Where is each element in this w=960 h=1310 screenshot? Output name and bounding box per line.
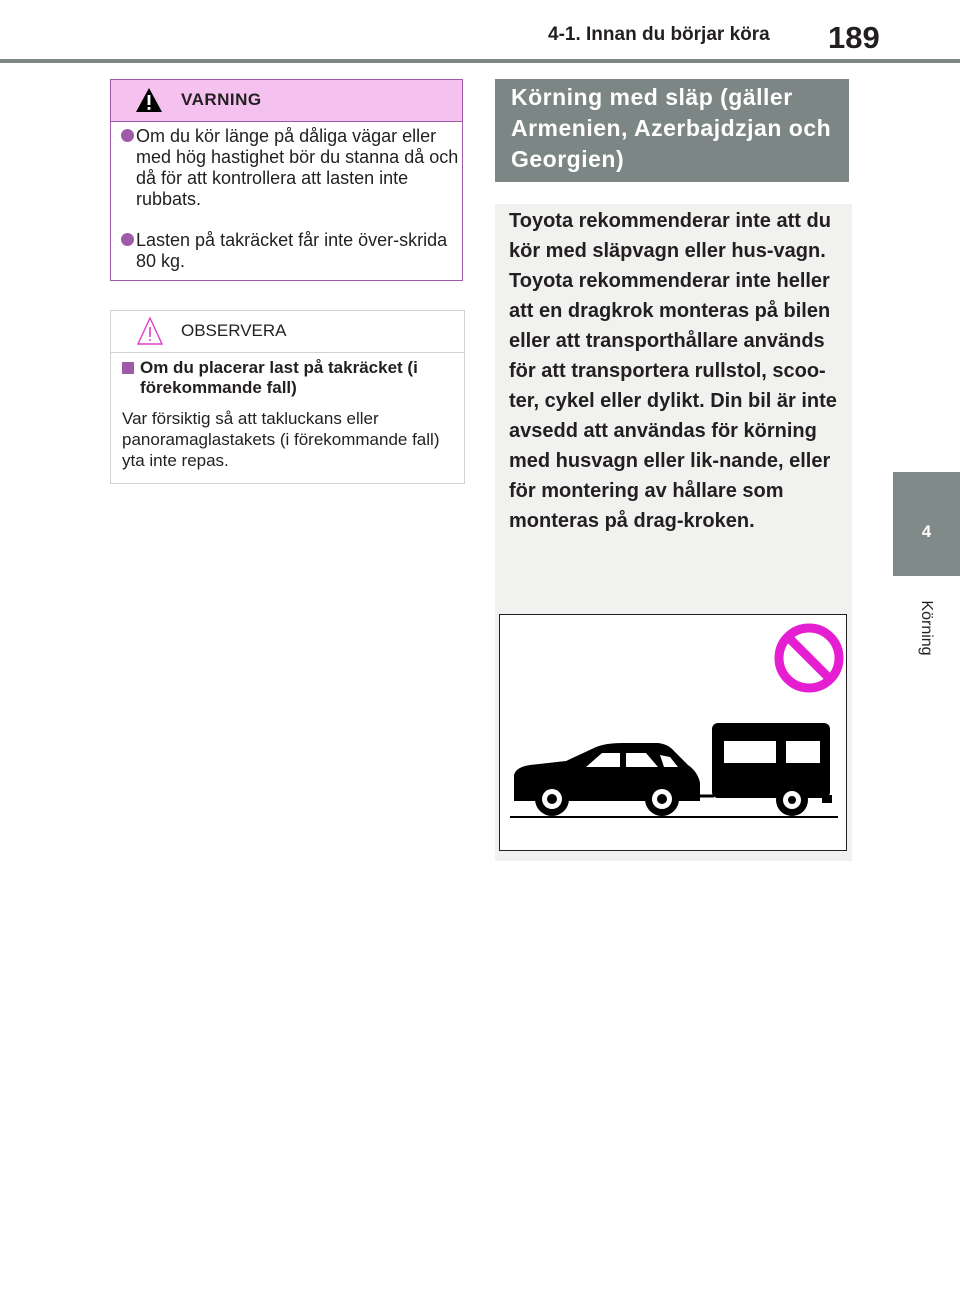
chapter-tab-number: 4 — [921, 522, 932, 541]
warning-item-text: Om du kör länge på dåliga vägar eller med hög hastighet bör du stanna då och då för att kontrollera att lasten inte rubbats. — [136, 126, 459, 209]
notice-body: Var försiktig så att takluckans eller panoramaglastakets (i förekommande fall) yta inte repas. — [122, 409, 440, 470]
caravan-icon — [712, 723, 832, 816]
notice-subheading-text: Om du placerar last på takräcket (i förekommande fall) — [140, 358, 418, 397]
warning-item — [121, 126, 466, 210]
warning-box — [110, 79, 463, 281]
section-body: Toyota rekommenderar inte att du kör med släpvagn eller hus-vagn. Toyota rekommenderar inte heller att en dragkrok monteras på bilen eller att transporthållare används för att transportera rullstol, scoo-ter, cykel eller dylikt. Din bil är inte avsedd att användas för körning med husvagn eller lik-nande, eller för montering av hållare som monteras på drag-kroken. — [509, 210, 837, 532]
info-panel — [495, 204, 852, 861]
warning-title: VARNING — [181, 90, 262, 109]
bullet-square — [122, 362, 134, 374]
caution-triangle-icon — [137, 316, 163, 346]
section-title: Körning med släp (gäller Armenien, Azerbajdzjan och Georgien) — [511, 84, 832, 172]
running-header-title: 4-1. Innan du börjar köra — [548, 24, 770, 45]
notice-header — [111, 311, 464, 353]
notice-box — [110, 310, 465, 484]
bullet-dot — [121, 233, 134, 246]
chapter-tab-label: Körning — [918, 600, 935, 656]
warning-triangle-icon — [135, 87, 163, 113]
prohibited-icon — [779, 628, 839, 688]
warning-header — [111, 80, 462, 122]
chapter-tab — [893, 472, 960, 576]
notice-subheading — [122, 358, 470, 398]
bullet-dot — [121, 129, 134, 142]
warning-item-text: Lasten på takräcket får inte över-skrida 80 kg. — [136, 230, 448, 271]
page-number: 189 — [828, 20, 880, 55]
notice-title: OBSERVERA — [181, 321, 287, 340]
section-header — [495, 79, 849, 182]
warning-item — [121, 230, 466, 272]
car-icon — [514, 743, 700, 816]
header-rule — [0, 59, 960, 63]
car-caravan-illustration — [499, 614, 847, 851]
